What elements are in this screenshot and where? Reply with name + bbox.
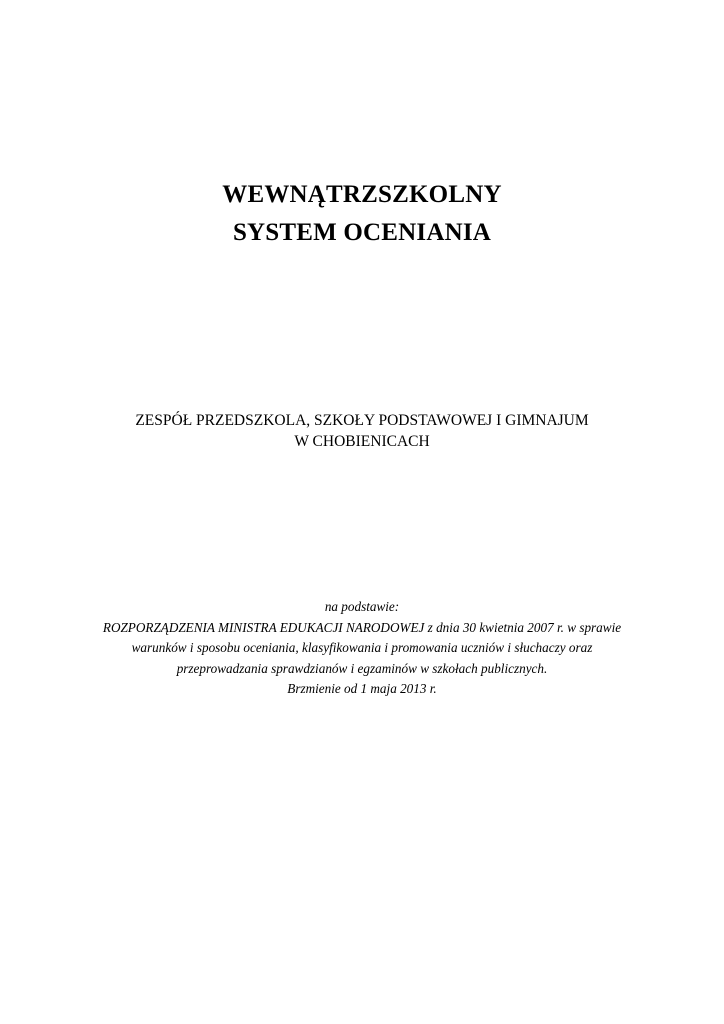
legal-basis	[40, 597, 684, 700]
legal-basis-intro: na podstawie:	[324, 599, 400, 614]
legal-basis-line-3: przeprowadzania sprawdzianów i egzaminów w szkołach publicznych.	[176, 660, 548, 676]
effective-date: Brzmienie od 1 maja 2013 r.	[287, 681, 437, 696]
title-line-1: WEWNĄTRZSZKOLNY	[222, 181, 502, 208]
title-line-2: SYSTEM OCENIANIA	[232, 219, 492, 246]
legal-basis-line-1: ROZPORZĄDZENIA MINISTRA EDUKACJI NARODOWEJ z dnia 30 kwietnia 2007 r. w sprawie	[102, 619, 622, 635]
document-title	[0, 176, 724, 252]
institution-line-1: ZESPÓŁ PRZEDSZKOLA, SZKOŁY PODSTAWOWEJ I GIMNAJUM	[135, 412, 589, 429]
institution-line-2: W CHOBIENICACH	[294, 433, 430, 450]
legal-basis-line-2: warunków i sposobu oceniania, klasyfikowania i promowania uczniów i słuchaczy oraz	[131, 640, 593, 655]
institution-name	[0, 410, 724, 452]
